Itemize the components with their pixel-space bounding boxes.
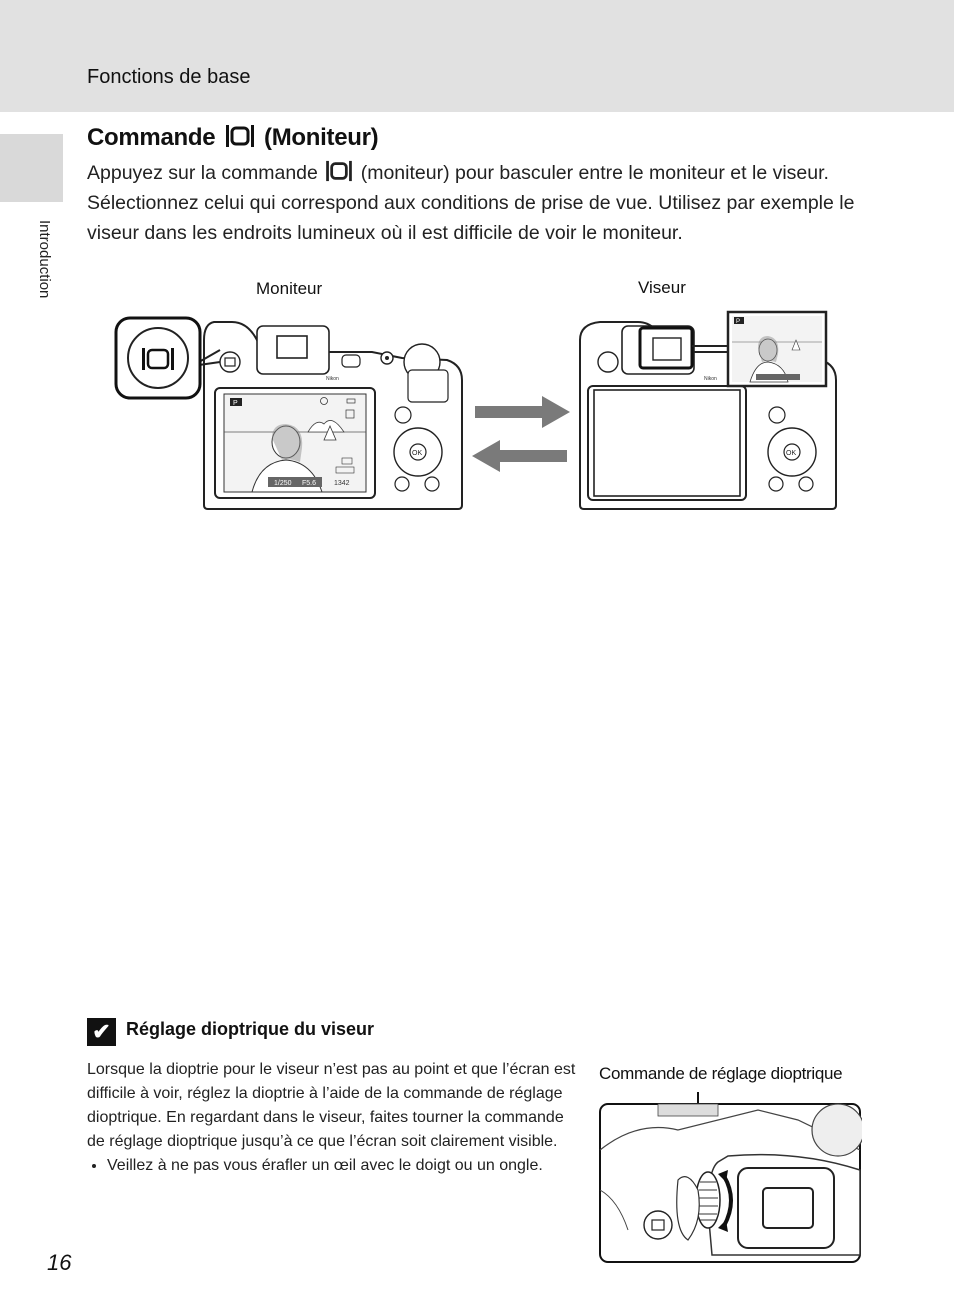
arrow-left-icon	[472, 440, 567, 472]
tip-body	[87, 1058, 582, 1178]
intro-paragraph	[87, 158, 877, 248]
intro-text-2: (moniteur) pour basculer entre le moniteur et le viseur. Sélectionnez celui qui correspond aux conditions de prise de vue. Utilisez par exemple le viseur dans les endroits lumineux où il est difficile de voir le moniteur.	[87, 162, 855, 244]
page-header	[0, 0, 954, 112]
brand-label: Nikon	[704, 376, 717, 382]
switch-arrows	[470, 394, 572, 474]
page-title	[87, 124, 378, 152]
monitor-button-icon	[325, 160, 353, 182]
side-tab	[0, 134, 63, 202]
monitor-button	[220, 352, 240, 372]
title-suffix: (Moniteur)	[257, 124, 379, 151]
osd-shots: 1342	[334, 480, 350, 487]
tip-bullet: • Veillez à ne pas vous érafler un œil avec le doigt ou un ongle.	[107, 1154, 582, 1178]
monitor-button-icon	[225, 124, 255, 148]
viewfinder-label: Viseur	[638, 278, 686, 297]
section-title: Fonctions de base	[87, 66, 251, 88]
diopter-caption: Commande de réglage dioptrique	[599, 1064, 843, 1083]
sidebar-label: Introduction	[36, 220, 53, 299]
tip-heading-text: Réglage dioptrique du viseur	[126, 1019, 375, 1039]
ok-label: OK	[786, 450, 797, 457]
intro-text-1: Appuyez sur la commande	[87, 162, 324, 184]
ok-label: OK	[412, 450, 423, 457]
arrow-right-icon	[475, 396, 570, 428]
osd-mode: P	[233, 400, 238, 407]
camera-viewfinder-illustration	[578, 310, 840, 512]
tip-paragraph: Lorsque la dioptrie pour le viseur n’est pas au point et que l’écran est difficile à voir, réglez la dioptrie à l’aide de la commande de réglage dioptrique. En regardant dans le viseur, faites tourner la commande de réglage dioptrique jusqu’à ce que l’écran soit clairement visible.	[87, 1061, 576, 1150]
inset-mode: P	[736, 319, 741, 325]
disp-button	[342, 355, 360, 367]
checkmark-icon: ✔	[87, 1018, 116, 1046]
viewfinder-window	[277, 336, 307, 358]
camera-monitor-illustration	[112, 310, 468, 512]
osd-shutter: 1/250	[274, 480, 292, 487]
monitor-label: Moniteur	[256, 279, 323, 298]
page-number: 16	[47, 1250, 72, 1275]
osd-aperture: F5.6	[302, 480, 317, 487]
title-prefix: Commande	[87, 124, 222, 151]
brand-label: Nikon	[326, 376, 339, 382]
tip-heading	[87, 1018, 374, 1046]
diopter-illustration	[598, 1090, 862, 1266]
tip-bullet-list	[87, 1154, 582, 1178]
